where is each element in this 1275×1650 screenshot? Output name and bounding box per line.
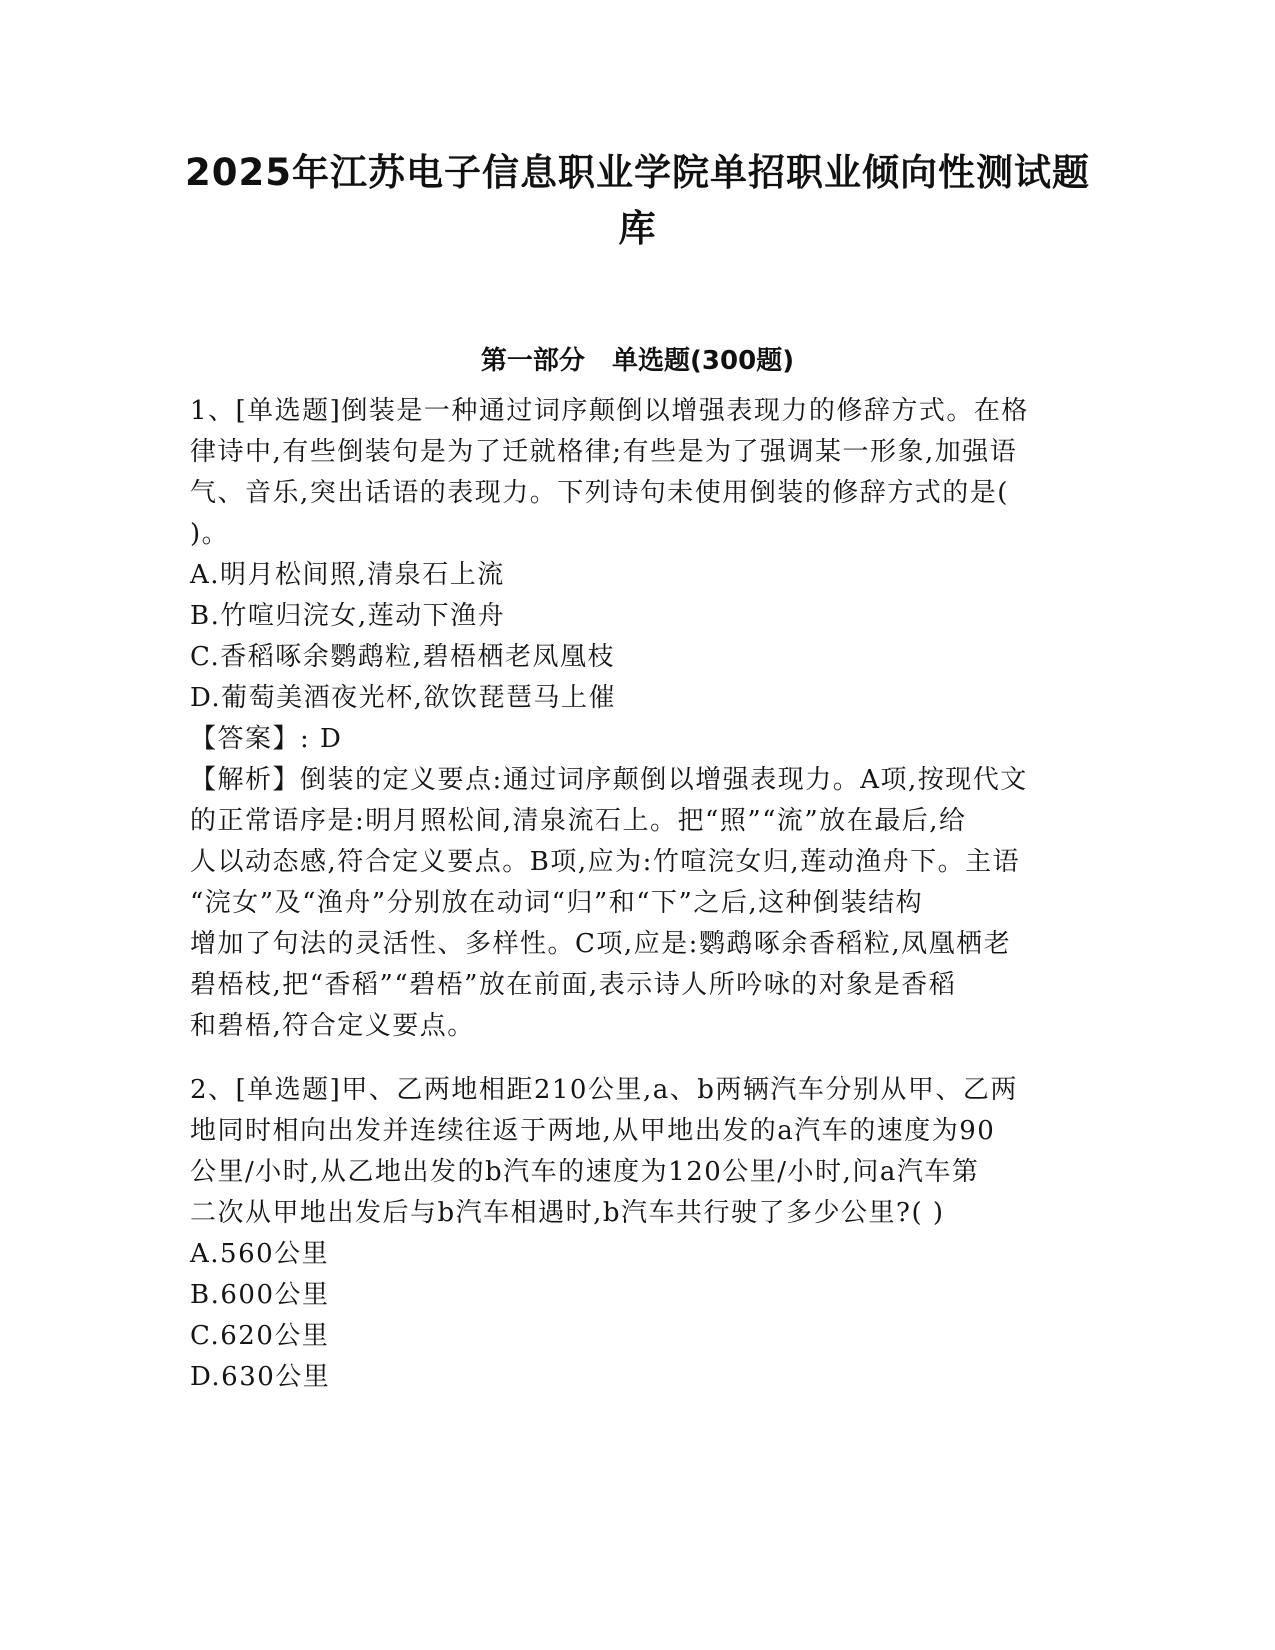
analysis-line: 的正常语序是:明月照松间,清泉流石上。把“照”“流”放在最后,给 bbox=[190, 806, 967, 836]
option-d: D.630公里 bbox=[190, 1362, 331, 1392]
option-c: C.香稻啄余鹦鹉粒,碧梧栖老凤凰枝 bbox=[190, 642, 615, 672]
question-stem-line: )。 bbox=[190, 519, 230, 549]
question-stem-line: 1、[单选题]倒装是一种通过词序颠倒以增强表现力的修辞方式。在格 bbox=[190, 396, 1029, 426]
question-stem-line: 气、音乐,突出话语的表现力。下列诗句未使用倒装的修辞方式的是( bbox=[190, 478, 1009, 508]
title-line-2: 库 bbox=[618, 207, 657, 250]
question-stem-line: 地同时相向出发并连续往返于两地,从甲地出发的a汽车的速度为90 bbox=[190, 1116, 996, 1146]
title-line-1: 2025年江苏电子信息职业学院单招职业倾向性测试题 bbox=[185, 151, 1090, 194]
analysis-line: 【解析】倒装的定义要点:通过词序颠倒以增强表现力。A项,按现代文 bbox=[190, 765, 1028, 795]
document-title bbox=[150, 145, 1125, 257]
answer-line: 【答案】: D bbox=[190, 724, 343, 754]
analysis-line: 人以动态感,符合定义要点。B项,应为:竹喧浣女归,莲动渔舟下。主语 bbox=[190, 847, 1021, 877]
question-stem-line: 2、[单选题]甲、乙两地相距210公里,a、b两辆汽车分别从甲、乙两 bbox=[190, 1075, 1018, 1105]
analysis-line: 碧梧枝,把“香稻”“碧梧”放在前面,表示诗人所吟咏的对象是香稻 bbox=[190, 970, 957, 1000]
option-a: A.560公里 bbox=[190, 1239, 330, 1269]
analysis-line: 和碧梧,符合定义要点。 bbox=[190, 1011, 475, 1041]
analysis-line: 增加了句法的灵活性、多样性。C项,应是:鹦鹉啄余香稻粒,凤凰栖老 bbox=[190, 929, 1012, 959]
section-heading: 第一部分 单选题(300题) bbox=[480, 346, 795, 376]
option-a: A.明月松间照,清泉石上流 bbox=[190, 560, 505, 590]
analysis-line: “浣女”及“渔舟”分别放在动词“归”和“下”之后,这种倒装结构 bbox=[190, 888, 924, 918]
option-b: B.竹喧归浣女,莲动下渔舟 bbox=[190, 601, 506, 631]
option-b: B.600公里 bbox=[190, 1280, 330, 1310]
question-stem-line: 公里/小时,从乙地出发的b汽车的速度为120公里/小时,问a汽车第 bbox=[190, 1157, 980, 1187]
question-stem-line: 二次从甲地出发后与b汽车相遇时,b汽车共行驶了多少公里?( ) bbox=[190, 1198, 945, 1228]
question-stem-line: 律诗中,有些倒装句是为了迁就格律;有些是为了强调某一形象,加强语 bbox=[190, 437, 1018, 467]
question-2 bbox=[190, 1070, 1080, 1398]
option-d: D.葡萄美酒夜光杯,欲饮琵琶马上催 bbox=[190, 683, 616, 713]
option-c: C.620公里 bbox=[190, 1321, 330, 1351]
question-1 bbox=[190, 391, 1080, 1047]
